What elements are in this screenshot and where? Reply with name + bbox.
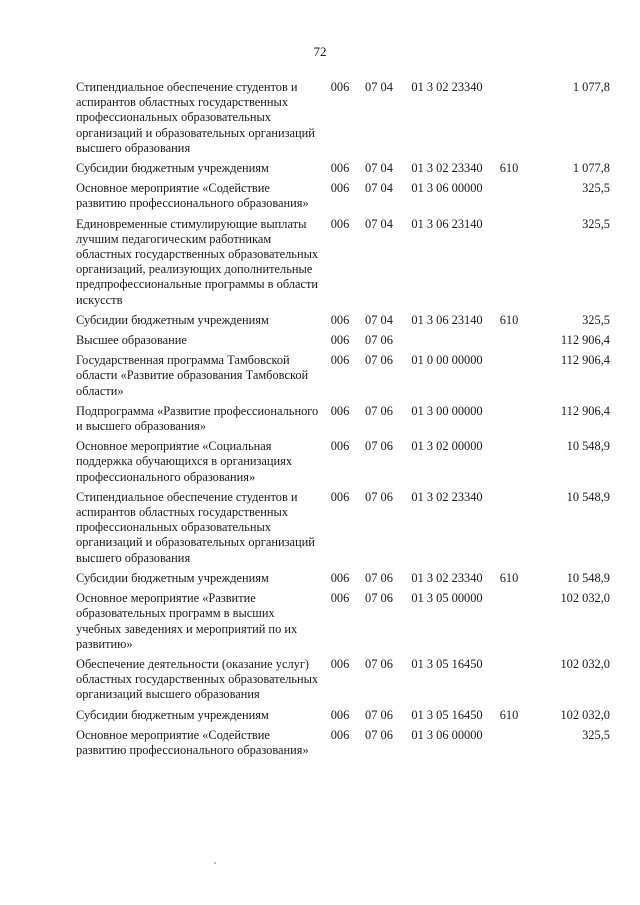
- amount: 102 032,0: [560, 591, 610, 606]
- amount: 325,5: [582, 216, 610, 231]
- target-article-code: 01 3 02 23340: [411, 161, 483, 176]
- table-row: [76, 313, 610, 333]
- table-row: [76, 591, 610, 657]
- item-name: Субсидии бюджетным учреждениям: [76, 707, 269, 722]
- item-name: Основное мероприятие «Содействие развитию профессионального образования»: [76, 181, 309, 211]
- expense-kind-code: [494, 439, 524, 490]
- amount: 10 548,9: [566, 489, 610, 504]
- section-code: 07 06: [365, 727, 393, 742]
- ministry-code: 006: [330, 727, 350, 742]
- ministry-code: 006: [330, 439, 350, 454]
- target-article-code: 01 3 02 23340: [411, 570, 483, 585]
- table-row: [76, 80, 610, 161]
- table-row: [76, 708, 610, 728]
- item-name: Стипендиальное обеспечение студентов и аспирантов областных государственных профессиональных образовательных организаций и образовательных организаций высшего образования: [76, 489, 315, 565]
- section-code: 07 06: [365, 439, 393, 454]
- amount: 112 906,4: [560, 353, 610, 368]
- target-article-code: 01 3 06 23140: [411, 312, 483, 327]
- table-row: [76, 404, 610, 439]
- item-name: Основное мероприятие «Содействие развитию профессионального образования»: [76, 727, 309, 757]
- item-name: Высшее образование: [76, 333, 187, 348]
- table-row: [76, 161, 610, 181]
- target-article-code: 01 3 02 00000: [411, 439, 483, 454]
- section-code: 07 04: [365, 216, 393, 231]
- table-row: [76, 353, 610, 404]
- item-name: Единовременные стимулирующие выплаты лучшим педагогическим работникам областных государственных образовательных организаций, реализующих дополнительные предпрофессиональные программы в области искусств: [76, 216, 319, 307]
- ministry-code: 006: [330, 216, 350, 231]
- table-row: [76, 490, 610, 571]
- expense-kind-code: [494, 80, 524, 161]
- amount: 325,5: [582, 727, 610, 742]
- ministry-code: 006: [330, 570, 350, 585]
- ministry-code: 006: [330, 353, 350, 368]
- amount: 112 906,4: [560, 403, 610, 418]
- section-code: 07 06: [365, 353, 393, 368]
- expense-kind-code: [494, 404, 524, 439]
- table-row: [76, 728, 610, 763]
- item-name: Основное мероприятие «Социальная поддержка обучающихся в организациях профессионального образования»: [76, 439, 293, 484]
- item-name: Основное мероприятие «Развитие образовательных программ в высших учебных заведениях и мероприятий по их развитию»: [76, 591, 298, 651]
- item-name: Государственная программа Тамбовской области «Развитие образования Тамбовской области»: [76, 353, 309, 398]
- budget-table-body: [76, 80, 610, 763]
- scan-speck: [214, 862, 216, 864]
- item-name: Стипендиальное обеспечение студентов и аспирантов областных государственных профессиональных образовательных организаций и образовательных организаций высшего образования: [76, 80, 315, 155]
- amount: 325,5: [582, 181, 610, 196]
- target-article-code: 01 3 06 00000: [411, 727, 483, 742]
- page-number: 72: [313, 44, 327, 59]
- expense-kind-code: [494, 181, 524, 216]
- section-code: 07 04: [365, 161, 393, 176]
- target-article-code: 01 3 00 00000: [411, 403, 483, 418]
- table-row: [76, 439, 610, 490]
- expense-kind-code: 610: [499, 707, 519, 722]
- expense-kind-code: 610: [499, 161, 519, 176]
- expense-kind-code: [494, 217, 524, 313]
- ministry-code: 006: [330, 333, 350, 348]
- section-code: 07 06: [365, 707, 393, 722]
- target-article-code: 01 3 05 16450: [411, 707, 483, 722]
- section-code: 07 06: [365, 591, 393, 606]
- amount: 325,5: [582, 312, 610, 327]
- table-row: [76, 181, 610, 216]
- section-code: 07 06: [365, 656, 393, 671]
- ministry-code: 006: [330, 656, 350, 671]
- target-article-code: [400, 333, 494, 353]
- amount: 102 032,0: [560, 656, 610, 671]
- ministry-code: 006: [330, 489, 350, 504]
- target-article-code: 01 3 05 16450: [411, 656, 483, 671]
- amount: 102 032,0: [560, 707, 610, 722]
- target-article-code: 01 3 02 23340: [411, 80, 483, 94]
- ministry-code: 006: [330, 161, 350, 176]
- item-name: Субсидии бюджетным учреждениям: [76, 161, 269, 176]
- expense-kind-code: [494, 490, 524, 571]
- ministry-code: 006: [330, 312, 350, 327]
- expense-kind-code: 610: [499, 570, 519, 585]
- budget-table: [76, 80, 610, 763]
- item-name: Подпрограмма «Развитие профессионального и высшего образования»: [76, 403, 319, 434]
- item-name: Субсидии бюджетным учреждениям: [76, 312, 269, 327]
- section-code: 07 04: [365, 312, 393, 327]
- amount: 1 077,8: [572, 80, 610, 94]
- table-row: [76, 571, 610, 591]
- expense-kind-code: [494, 657, 524, 708]
- expense-kind-code: [494, 728, 524, 763]
- amount: 112 906,4: [560, 333, 610, 348]
- section-code: 07 04: [365, 181, 393, 196]
- target-article-code: 01 3 06 00000: [411, 181, 483, 196]
- section-code: 07 06: [365, 333, 393, 348]
- ministry-code: 006: [330, 181, 350, 196]
- section-code: 07 06: [365, 403, 393, 418]
- section-code: 07 06: [365, 489, 393, 504]
- table-row: [76, 333, 610, 353]
- item-name: Обеспечение деятельности (оказание услуг) областных государственных образовательных организаций высшего образования: [76, 656, 319, 702]
- section-code: 07 06: [365, 570, 393, 585]
- table-row: [76, 657, 610, 708]
- expense-kind-code: [494, 591, 524, 657]
- expense-kind-code: 610: [499, 312, 519, 327]
- expense-kind-code: [494, 333, 524, 353]
- target-article-code: 01 3 05 00000: [411, 591, 483, 606]
- section-code: 07 04: [365, 80, 393, 94]
- ministry-code: 006: [330, 403, 350, 418]
- table-row: [76, 217, 610, 313]
- ministry-code: 006: [330, 707, 350, 722]
- ministry-code: 006: [330, 80, 350, 94]
- expense-kind-code: [494, 353, 524, 404]
- amount: 10 548,9: [566, 570, 610, 585]
- amount: 1 077,8: [572, 161, 610, 176]
- target-article-code: 01 0 00 00000: [411, 353, 483, 368]
- target-article-code: 01 3 02 23340: [411, 489, 483, 504]
- target-article-code: 01 3 06 23140: [411, 216, 483, 231]
- ministry-code: 006: [330, 591, 350, 606]
- amount: 10 548,9: [566, 439, 610, 454]
- item-name: Субсидии бюджетным учреждениям: [76, 570, 269, 585]
